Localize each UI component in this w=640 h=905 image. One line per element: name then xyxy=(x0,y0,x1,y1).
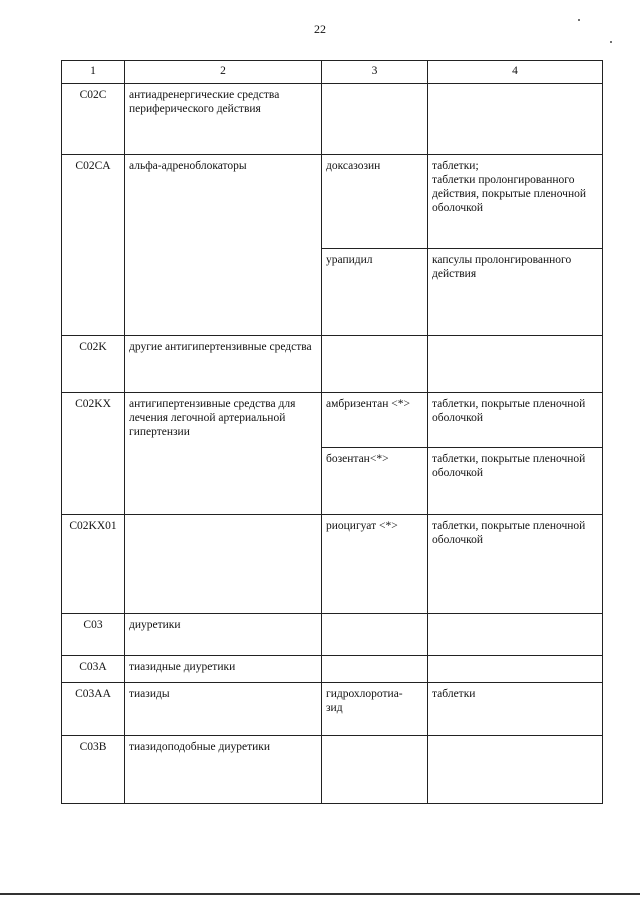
table-row xyxy=(62,614,603,656)
atc-group: антигипертензивные средства для лечения легочной артериальной гипертензии xyxy=(125,393,322,515)
column-header-1: 1 xyxy=(62,61,125,84)
drug-name xyxy=(322,683,428,736)
atc-group: диуретики xyxy=(125,614,322,656)
atc-code: C03B xyxy=(62,736,125,804)
drug-name xyxy=(322,736,428,804)
column-header-2: 2 xyxy=(125,61,322,84)
table-header-row xyxy=(62,61,603,84)
drug-name-line: зид xyxy=(326,702,343,714)
atc-code: C02KX01 xyxy=(62,515,125,614)
scan-speck xyxy=(578,19,580,21)
atc-group: альфа-адреноблокаторы xyxy=(125,155,322,336)
atc-code: C02K xyxy=(62,336,125,393)
atc-group: тиазидоподобные диуретики xyxy=(125,736,322,804)
atc-code: C03AA xyxy=(62,683,125,736)
drug-name xyxy=(322,656,428,683)
drug-name: амбризентан <*> xyxy=(322,393,428,448)
drug-name: доксазозин xyxy=(322,155,428,249)
dosage-form xyxy=(428,155,603,249)
dosage-form xyxy=(428,736,603,804)
table-row xyxy=(62,736,603,804)
table-row xyxy=(62,683,603,736)
atc-group: другие антигипертензивные средства xyxy=(125,336,322,393)
drug-name xyxy=(322,614,428,656)
drug-name: бозентан<*> xyxy=(322,448,428,515)
dosage-form xyxy=(428,336,603,393)
page-number: 22 xyxy=(314,22,326,36)
scan-edge-line xyxy=(0,893,640,895)
drug-name: риоцигуат <*> xyxy=(322,515,428,614)
drug-name-line: гидрохлоротиа- xyxy=(326,688,403,700)
column-header-4: 4 xyxy=(428,61,603,84)
drug-name xyxy=(322,336,428,393)
atc-code: C03A xyxy=(62,656,125,683)
dosage-form xyxy=(428,656,603,683)
dosage-form: таблетки, покрытые пленочной оболочкой xyxy=(428,515,603,614)
dosage-form: таблетки xyxy=(428,683,603,736)
table-row xyxy=(62,393,603,448)
table-row xyxy=(62,515,603,614)
table-row xyxy=(62,84,603,155)
atc-code: C02CA xyxy=(62,155,125,336)
column-header-3: 3 xyxy=(322,61,428,84)
atc-code: C03 xyxy=(62,614,125,656)
dosage-form: таблетки, покрытые пленочной оболочкой xyxy=(428,393,603,448)
atc-code: C02KX xyxy=(62,393,125,515)
dosage-form-line: таблетки пролонгированного действия, покрытые пленочной оболочкой xyxy=(432,174,587,214)
dosage-form xyxy=(428,84,603,155)
dosage-form: капсулы пролонгированного действия xyxy=(428,249,603,336)
drug-name: урапидил xyxy=(322,249,428,336)
drug-name xyxy=(322,84,428,155)
atc-group: тиазидные диуретики xyxy=(125,656,322,683)
atc-group xyxy=(125,515,322,614)
dosage-form xyxy=(428,614,603,656)
drug-list-table xyxy=(61,60,603,804)
table-row xyxy=(62,336,603,393)
table-row xyxy=(62,155,603,249)
atc-code: C02C xyxy=(62,84,125,155)
dosage-form-line: таблетки; xyxy=(432,160,479,172)
atc-group: тиазиды xyxy=(125,683,322,736)
dosage-form: таблетки, покрытые пленочной оболочкой xyxy=(428,448,603,515)
scan-speck xyxy=(610,41,612,43)
table-row xyxy=(62,656,603,683)
atc-group: антиадренергические средства периферического действия xyxy=(125,84,322,155)
